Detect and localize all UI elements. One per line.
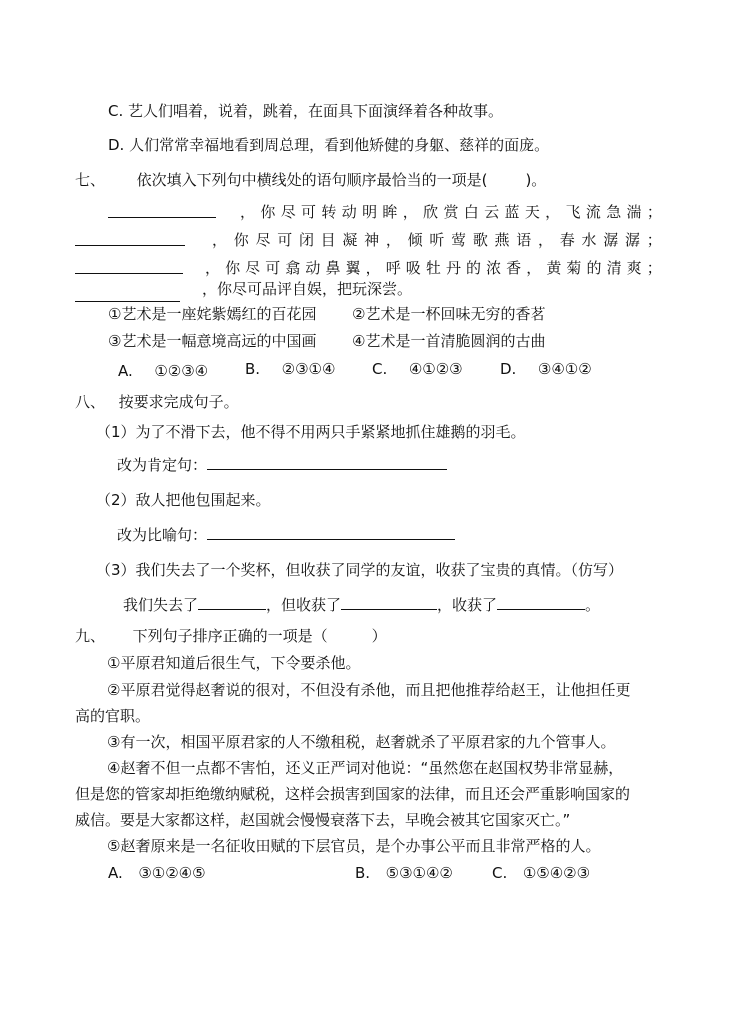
q7-line1-char: ；: [646, 203, 662, 221]
q7-line1-char: 天: [524, 203, 540, 221]
q7-line3-char: ；: [646, 259, 662, 277]
q7-option-c-value: ④①②③: [408, 360, 463, 378]
q7-statement-4: ④艺术是一首清脆圆润的古曲: [352, 332, 546, 350]
q7-line3-char: 翼: [345, 259, 361, 277]
q9-number: 九、: [75, 627, 106, 645]
q7-line2-char: 潺: [603, 231, 619, 249]
q8-prompt: [75, 392, 239, 412]
q7-line2-char: ，: [538, 231, 554, 249]
q7-line2-char: 歌: [472, 231, 488, 249]
q9-sentence-2b: 高的官职。: [75, 707, 151, 725]
q7-option-c[interactable]: [372, 359, 463, 379]
q8-item-2: （2）敌人把他包围起来。: [96, 491, 271, 509]
q9-sentence-5: ⑤赵奢原来是一名征收田赋的下层官员，是个办事公平而且非常严格的人。: [107, 837, 601, 855]
q7-line3-char: 可: [265, 259, 281, 277]
q7-line2-char: 你: [233, 231, 249, 249]
q7-line3-char: 吸: [405, 259, 421, 277]
q7-line2-char: 闭: [298, 231, 314, 249]
q9-sentence-4c: 威信。要是大家都这样，赵国就会慢慢衰落下去，早晚会被其它国家灭亡。”: [75, 811, 571, 829]
q7-sentence-3: [205, 258, 662, 278]
q7-line3-char: 浓: [486, 259, 502, 277]
q7-line2-char: 春: [559, 231, 575, 249]
q9-option-c[interactable]: [492, 863, 590, 883]
q7-blank-4[interactable]: [75, 287, 180, 302]
q7-line2-char: 水: [581, 231, 597, 249]
q7-line3-char: 动: [305, 259, 321, 277]
q7-line3-char: 黄: [546, 259, 562, 277]
q7-line1-char: 欣: [423, 203, 439, 221]
q7-line3-char: ，: [526, 259, 542, 277]
q9-sentence-4b: 但是您的管家却拒绝缴纳赋税，这样会损害到国家的法律，而且还会严重影响国家的: [75, 785, 631, 803]
q8-item-3-blank-2[interactable]: [341, 595, 437, 610]
q7-line3-char: 的: [466, 259, 482, 277]
q8-item-1: （1）为了不滑下去，他不得不用两只手紧紧地抓住雄鹅的羽毛。: [96, 423, 526, 441]
q7-prompt: [75, 170, 546, 190]
q8-item-1-task: [117, 455, 447, 475]
q7-line1-char: ，: [545, 203, 561, 221]
q7-option-b-label: B.: [245, 360, 261, 378]
q7-line1-char: 飞: [565, 203, 581, 221]
q7-number: 七、: [75, 171, 106, 189]
q7-line1-char: 白: [463, 203, 479, 221]
q9-prompt: [75, 626, 387, 646]
q9-option-b-value: ⑤③①④②: [385, 864, 453, 882]
q8-item-3-part-a: 我们失去了: [123, 596, 199, 614]
q7-option-b-value: ②③①④: [281, 360, 336, 378]
q7-line2-char: 潺: [624, 231, 640, 249]
q7-line2-char: 语: [516, 231, 532, 249]
q8-prompt-text: 按要求完成句子。: [118, 393, 239, 411]
q7-line2-char: ，: [212, 231, 228, 249]
q9-option-c-value: ①⑤④②③: [522, 864, 591, 882]
q7-line3-char: 牡: [425, 259, 441, 277]
q7-option-a-value: ①②③④: [154, 362, 209, 380]
q7-option-a[interactable]: [118, 361, 208, 381]
q7-line2-char: 莺: [451, 231, 467, 249]
q7-option-c-label: C.: [372, 360, 388, 378]
q9-option-b[interactable]: [355, 863, 453, 883]
q7-line2-char: 可: [277, 231, 293, 249]
q7-blank-3[interactable]: [75, 259, 183, 274]
q7-line1-char: 蓝: [504, 203, 520, 221]
q7-line3-char: 香: [506, 259, 522, 277]
q7-line3-char: 丹: [445, 259, 461, 277]
q7-statement-1: ①艺术是一座姹紫嫣红的百花园: [108, 305, 317, 323]
q7-statement-2: ②艺术是一杯回味无穷的香茗: [352, 305, 546, 323]
q7-line3-char: 呼: [385, 259, 401, 277]
q7-line2-char: 燕: [494, 231, 510, 249]
q7-sentence-2: [212, 230, 662, 250]
q7-line2-char: 凝: [342, 231, 358, 249]
q9-option-a[interactable]: [108, 863, 206, 883]
q7-sentence-1: [240, 202, 662, 222]
q7-line1-char: 尽: [280, 203, 296, 221]
q7-line3-char: 爽: [626, 259, 642, 277]
q7-line1-char: 流: [585, 203, 601, 221]
q8-item-1-task-label: 改为肯定句：: [117, 456, 208, 474]
q7-line1-char: 湍: [626, 203, 642, 221]
q7-line3-char: ，: [205, 259, 221, 277]
q7-line3-char: 的: [586, 259, 602, 277]
q9-sentence-4a: ④赵奢不但一点都不害怕，还义正严词对他说：“虽然您在赵国权势非常显赫，: [107, 759, 624, 777]
q7-line3-char: ，: [365, 259, 381, 277]
q7-line2-char: 倾: [407, 231, 423, 249]
q7-line3-char: 鼻: [325, 259, 341, 277]
q7-option-d[interactable]: [500, 359, 592, 379]
q8-item-2-task-label: 改为比喻句：: [117, 526, 208, 544]
q9-prompt-end: ）: [371, 627, 387, 645]
q6-option-c: C. 艺人们唱着，说着，跳着，在面具下面演绎着各种故事。: [108, 102, 504, 120]
q9-option-b-label: B.: [355, 864, 371, 882]
q7-line2-char: 听: [429, 231, 445, 249]
q7-line1-char: 你: [260, 203, 276, 221]
q8-item-3-part-c: ，收获了: [437, 596, 498, 614]
q8-item-3: （3）我们失去了一个奖杯，但收获了同学的友谊，收获了宝贵的真情。（仿写）: [96, 561, 624, 579]
q7-line2-char: 神: [364, 231, 380, 249]
q8-item-3-blank-1[interactable]: [198, 595, 266, 610]
q7-prompt-end: )。: [525, 171, 547, 189]
q9-sentence-2a: ②平原君觉得赵奢说的很对，不但没有杀他，而且把他推荐给赵王，让他担任更: [107, 681, 631, 699]
q6-option-d: D. 人们常常幸福地看到周总理，看到他矫健的身躯、慈祥的面庞。: [108, 136, 550, 154]
q9-sentence-1: ①平原君知道后很生气，下令要杀他。: [107, 654, 361, 672]
q7-option-b[interactable]: [245, 359, 335, 379]
q7-option-d-value: ③④①②: [537, 360, 592, 378]
q9-sentence-3: ③有一次，相国平原君家的人不缴租税，赵奢就杀了平原君家的九个管事人。: [107, 733, 616, 751]
q7-line3-char: 尽: [245, 259, 261, 277]
q7-line1-char: ，: [402, 203, 418, 221]
q7-sentence-4: ，你尽可品评自娱，把玩深尝。: [202, 280, 413, 298]
q8-item-3-part-d: 。: [585, 596, 601, 614]
q8-item-3-part-b: ，但收获了: [266, 596, 342, 614]
q7-line1-char: 赏: [443, 203, 459, 221]
q7-line3-char: 你: [225, 259, 241, 277]
q8-number: 八、: [75, 393, 106, 411]
q8-item-3-blank-3[interactable]: [497, 595, 585, 610]
q7-line3-char: 菊: [566, 259, 582, 277]
q7-line2-char: ；: [646, 231, 662, 249]
q7-line2-char: ，: [385, 231, 401, 249]
q7-line3-char: 清: [606, 259, 622, 277]
q8-item-3-imitation: [123, 595, 600, 615]
q8-item-2-task: [117, 525, 455, 545]
q7-blank-1[interactable]: [108, 203, 216, 218]
q7-line1-char: 转: [321, 203, 337, 221]
q7-statement-3: ③艺术是一幅意境高远的中国画: [108, 332, 317, 350]
q7-line2-char: 尽: [255, 231, 271, 249]
q7-line1-char: 动: [341, 203, 357, 221]
q8-item-2-blank[interactable]: [207, 525, 455, 540]
q7-blank-2[interactable]: [75, 231, 185, 246]
q7-line1-char: 明: [362, 203, 378, 221]
q7-option-d-label: D.: [500, 360, 517, 378]
q9-prompt-text: 下列句子排序正确的一项是（: [132, 627, 328, 645]
q8-item-1-blank[interactable]: [207, 455, 447, 470]
q7-line1-char: 可: [301, 203, 317, 221]
q7-line1-char: 云: [484, 203, 500, 221]
q7-prompt-text: 依次填入下列句中横线处的语句顺序最恰当的一项是(: [136, 171, 488, 189]
q7-option-a-label: A.: [118, 362, 133, 380]
q7-line1-char: ，: [240, 203, 256, 221]
q9-option-a-label: A.: [108, 864, 123, 882]
q7-line1-char: 急: [606, 203, 622, 221]
q7-line3-char: 翕: [285, 259, 301, 277]
q7-line2-char: 目: [320, 231, 336, 249]
q9-option-a-value: ③①②④⑤: [138, 864, 206, 882]
q7-line1-char: 眸: [382, 203, 398, 221]
q9-option-c-label: C.: [492, 864, 508, 882]
